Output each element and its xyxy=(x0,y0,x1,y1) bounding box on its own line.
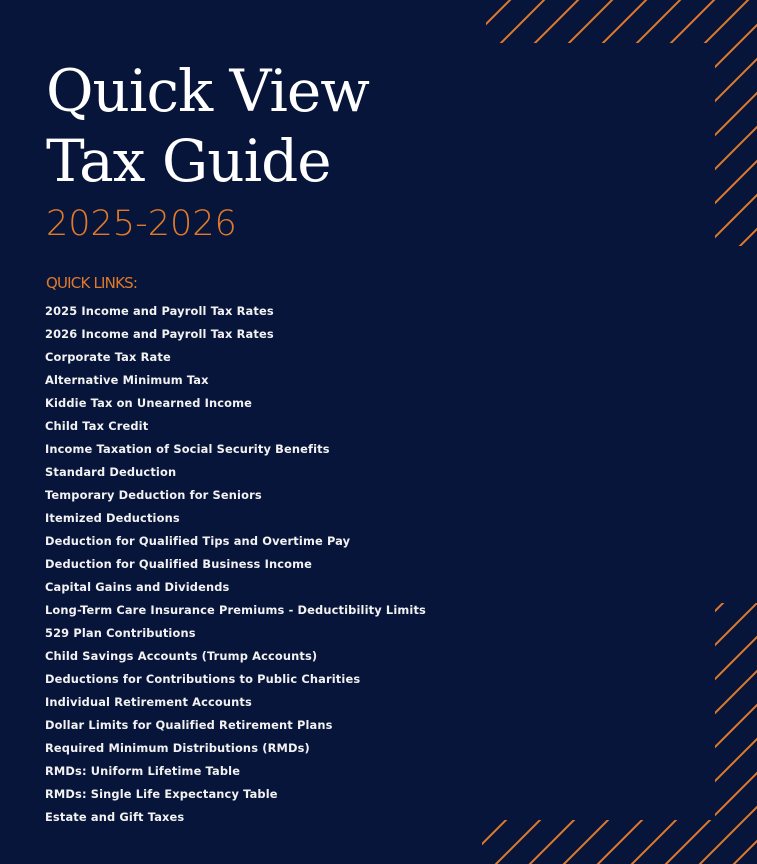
link-child-tax-credit[interactable]: Child Tax Credit xyxy=(45,419,149,433)
list-item xyxy=(45,578,426,601)
link-rmd-single-life-table[interactable]: RMDs: Single Life Expectancy Table xyxy=(45,787,278,801)
list-item xyxy=(45,555,426,578)
link-2025-income-payroll-tax-rates[interactable]: 2025 Income and Payroll Tax Rates xyxy=(45,304,274,318)
list-item xyxy=(45,762,426,785)
list-item xyxy=(45,509,426,532)
link-529-plan[interactable]: 529 Plan Contributions xyxy=(45,626,196,640)
link-alternative-minimum-tax[interactable]: Alternative Minimum Tax xyxy=(45,373,209,387)
link-qbi-deduction[interactable]: Deduction for Qualified Business Income xyxy=(45,557,313,571)
list-item xyxy=(45,601,426,624)
list-item xyxy=(45,486,426,509)
quick-links-list xyxy=(45,302,426,831)
list-item xyxy=(45,670,426,693)
list-item xyxy=(45,394,426,417)
link-social-security-taxation[interactable]: Income Taxation of Social Security Benefits xyxy=(45,442,330,456)
list-item xyxy=(45,371,426,394)
list-item xyxy=(45,440,426,463)
bottom-right-stripes xyxy=(470,590,757,864)
list-item xyxy=(45,716,426,739)
link-kiddie-tax[interactable]: Kiddie Tax on Unearned Income xyxy=(45,396,253,410)
list-item xyxy=(45,647,426,670)
link-itemized-deductions[interactable]: Itemized Deductions xyxy=(45,511,180,525)
link-ira[interactable]: Individual Retirement Accounts xyxy=(45,695,252,709)
list-item xyxy=(45,739,426,762)
list-item xyxy=(45,325,426,348)
link-tips-overtime-deduction[interactable]: Deduction for Qualified Tips and Overtime Pay xyxy=(45,534,351,548)
link-retirement-plan-limits[interactable]: Dollar Limits for Qualified Retirement Plans xyxy=(45,718,333,732)
link-rmd-uniform-table[interactable]: RMDs: Uniform Lifetime Table xyxy=(45,764,241,778)
list-item xyxy=(45,417,426,440)
list-item xyxy=(45,785,426,808)
list-item xyxy=(45,693,426,716)
page-title xyxy=(46,56,369,196)
link-estate-gift-taxes[interactable]: Estate and Gift Taxes xyxy=(45,810,185,824)
link-ltc-premiums[interactable]: Long-Term Care Insurance Premiums - Deductibility Limits xyxy=(45,603,426,617)
list-item xyxy=(45,302,426,325)
link-corporate-tax-rate[interactable]: Corporate Tax Rate xyxy=(45,350,171,364)
title-line-1: Quick View xyxy=(46,57,369,125)
title-line-2: Tax Guide xyxy=(46,127,331,195)
year-range: 2025-2026 xyxy=(46,204,237,244)
link-charity-deductions[interactable]: Deductions for Contributions to Public Charities xyxy=(45,672,361,686)
list-item xyxy=(45,808,426,831)
quick-links-heading: QUICK LINKS: xyxy=(46,274,138,292)
link-seniors-deduction[interactable]: Temporary Deduction for Seniors xyxy=(45,488,262,502)
list-item xyxy=(45,532,426,555)
link-child-savings-accounts[interactable]: Child Savings Accounts (Trump Accounts) xyxy=(45,649,318,663)
list-item xyxy=(45,624,426,647)
link-2026-income-payroll-tax-rates[interactable]: 2026 Income and Payroll Tax Rates xyxy=(45,327,274,341)
list-item xyxy=(45,348,426,371)
link-capital-gains-dividends[interactable]: Capital Gains and Dividends xyxy=(45,580,230,594)
link-rmds[interactable]: Required Minimum Distributions (RMDs) xyxy=(45,741,310,755)
link-standard-deduction[interactable]: Standard Deduction xyxy=(45,465,177,479)
top-right-stripes xyxy=(470,0,757,260)
list-item xyxy=(45,463,426,486)
